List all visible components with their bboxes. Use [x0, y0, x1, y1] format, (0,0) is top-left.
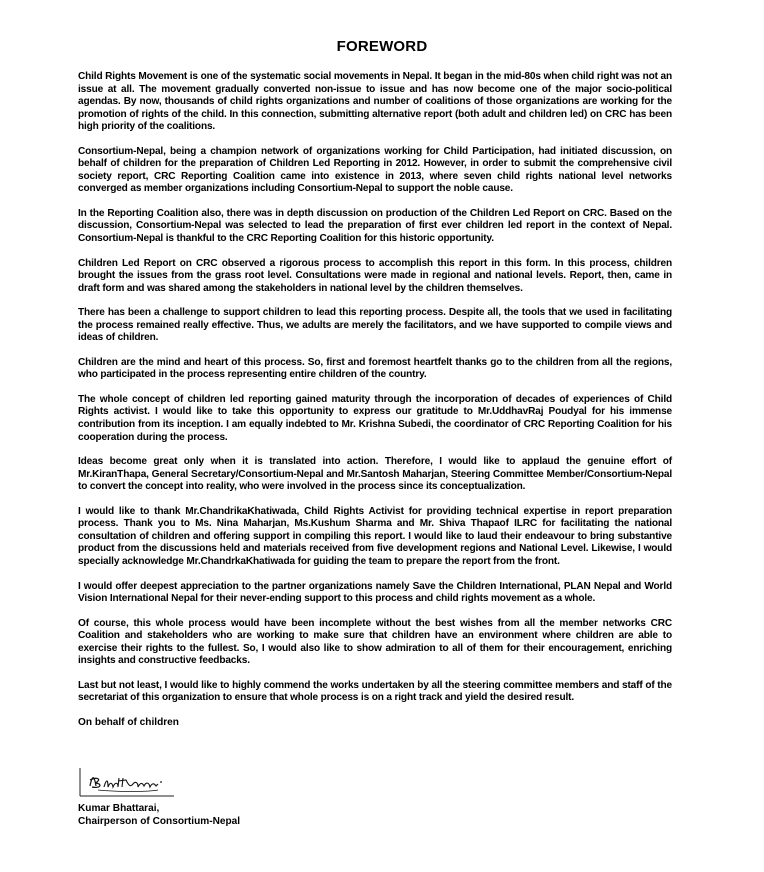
paragraph-4: Children Led Report on CRC observed a rigorous process to accomplish this report in this form. In this process, children brought the issues from the grass root level. Consultations were made in regional and national levels. Report, then, came in draft form and was shared among the stakeholders in national level by the children themselves. [78, 257, 672, 294]
page-title: FOREWORD [336, 38, 428, 55]
signature-icon [78, 764, 198, 800]
paragraph-9: I would like to thank Mr.ChandrikaKhatiwada, Child Rights Activist for providing technical expertise in report preparation process. Thank you to Ms. Nina Maharjan, Ms.Kushum Sharma and Mr. Shiva Thapaof ILRC for facilitating the national consultation of children and offering support in compiling this report. I would like to laud their endeavour to bring substantive product from the discussions held and materials received from five development regions and National Level. Likewise, I would specially acknowledge Mr.ChandrkaKhatiwada for guiding the team to prepare the report from the front. [78, 505, 672, 567]
signer-name: Kumar Bhattarai, [78, 803, 160, 814]
paragraph-10: I would offer deepest appreciation to the partner organizations namely Save the Children International, PLAN Nepal and World Vision International Nepal for their never-ending support to this process and child rights movement as a whole. [78, 580, 672, 605]
paragraph-7: The whole concept of children led reporting gained maturity through the incorporation of decades of experiences of Child Rights activist. I would like to take this opportunity to express our gratitude to Mr.UddhavRaj Poudyal for his immense contribution from its inception. I am equally indebted to Mr. Krishna Subedi, the coordinator of CRC Reporting Coalition for his cooperation during the process. [78, 393, 672, 443]
paragraph-2: Consortium-Nepal, being a champion network of organizations working for Child Participation, had initiated discussion, on behalf of children for the preparation of Children Led Reporting in 2012. However, in order to submit the comprehensive civil society report, CRC Reporting Coalition came into existence in 2013, where seven child rights national level networks converged as member organizations including Consortium-Nepal to support the noble cause. [78, 145, 672, 195]
handwritten-signature [78, 764, 198, 800]
foreword-body [78, 71, 672, 729]
paragraph-6: Children are the mind and heart of this process. So, first and foremost heartfelt thanks go to the children from all the regions, who participated in the process representing entire children of the country. [78, 356, 672, 381]
paragraph-3: In the Reporting Coalition also, there was in depth discussion on production of the Children Led Report on CRC. Based on the discussion, Consortium-Nepal was selected to lead the preparation of first ever children led report in the context of Nepal. Consortium-Nepal is thankful to the CRC Reporting Coalition for this historic opportunity. [78, 207, 672, 245]
signer-position: Chairperson of Consortium-Nepal [78, 815, 241, 827]
closing-line: On behalf of children [78, 716, 179, 728]
signer-block [78, 803, 240, 828]
paragraph-12: Last but not least, I would like to highly commend the works undertaken by all the steering committee members and staff of the secretariat of this organization to ensure that whole process is on a right track and yield the desired result. [78, 679, 672, 704]
paragraph-5: There has been a challenge to support children to lead this reporting process. Despite all, the tools that we used in facilitating the process remained really effective. Thus, we adults are merely the facilitators, and we have supported to compile views and ideas of children. [78, 307, 672, 344]
paragraph-8: Ideas become great only when it is translated into action. Therefore, I would like to applaud the genuine effort of Mr.KiranThapa, General Secretary/Consortium-Nepal and Mr.Santosh Maharjan, Steering Committee Member/Consortium-Nepal to convert the concept into reality, who were involved in the process since its conceptualization. [78, 456, 672, 493]
paragraph-11: Of course, this whole process would have been incomplete without the best wishes from all the member networks CRC Coalition and stakeholders who are working to make sure that children have an environment where children are able to exercise their rights to the fullest. So, I would also like to show admiration to all of them for their encouragement, enriching insights and constructive feedbacks. [78, 617, 672, 667]
paragraph-1: Child Rights Movement is one of the systematic social movements in Nepal. It began in the mid-80s when child right was not an issue at all. The movement gradually converted non-issue to issue and has now become one of the major socio-political agendas. By now, thousands of child rights organizations and number of coalitions of those organizations are working for the promotion of rights of the child. In this connection, submitting alternative report (both adult and children led) on CRC has been high priority of the coalitions. [78, 71, 672, 133]
